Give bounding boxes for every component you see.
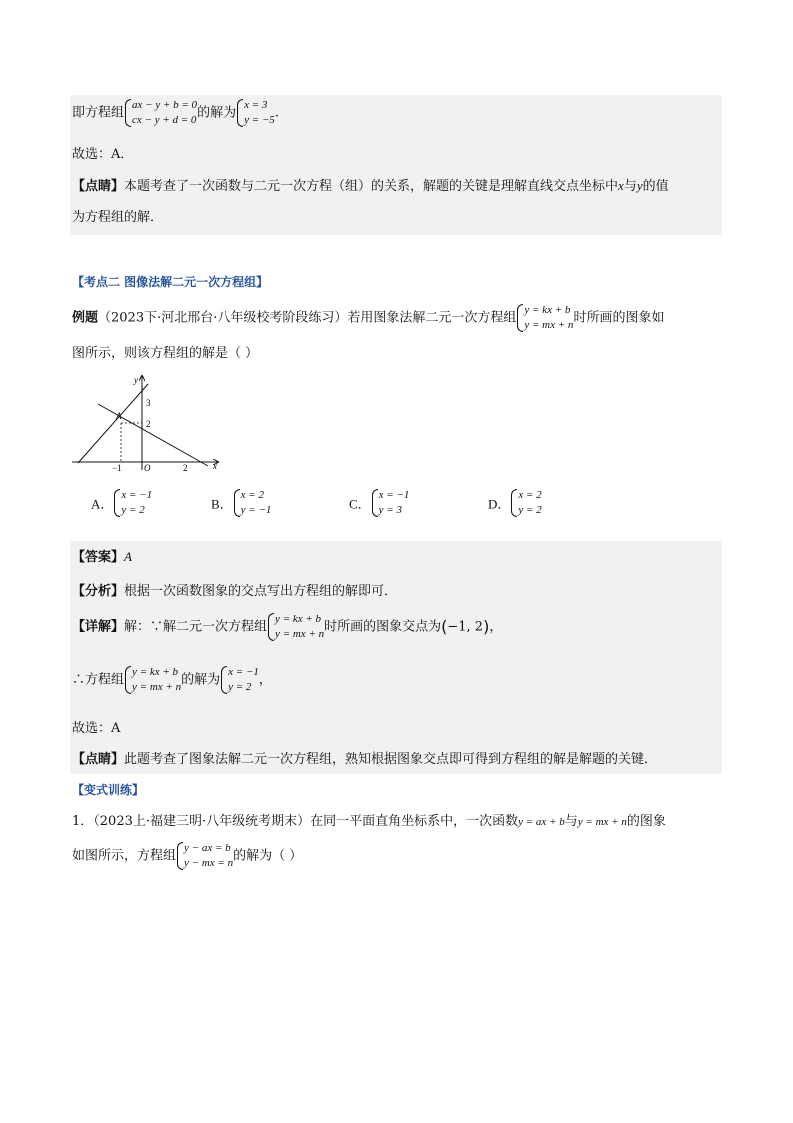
- example-line-2: 图所示，则该方程组的解是（ ）: [72, 346, 259, 361]
- comment-line-3: 【点睛】此题考查了图象法解二元一次方程组，熟知根据图象交点即可得到方程组的解是解题的关键．: [72, 752, 658, 767]
- question-1-line-2: 如图所示，方程组 y − ax = b y − mx = n 的解为（ ）: [72, 842, 303, 869]
- answer-line: 【答案】A: [72, 549, 132, 565]
- option-a[interactable]: A． x = −1 y = 2: [91, 489, 153, 516]
- line-kx-b: [78, 384, 148, 463]
- variant-title: 【变式训练】: [72, 783, 145, 797]
- tick-2-y: 2: [146, 419, 151, 429]
- example-line-1: 例题（2023下·河北邢台·八年级校考阶段练习）若用图象法解二元一次方程组 y = kx + b y = mx + n 时所画的图象如: [72, 304, 665, 331]
- option-b[interactable]: B． x = 2 y = −1: [211, 489, 272, 516]
- text: 即方程组: [72, 105, 125, 121]
- solution-line-system: 即方程组 ax − y + b = 0 cx − y + d = 0 的解为 x = 3 y = −5 .: [72, 99, 279, 126]
- analysis-line: 【分析】根据一次函数图象的交点写出方程组的解即可．: [72, 584, 398, 599]
- comment-line-2: 为方程组的解．: [72, 210, 164, 225]
- choice-line: 故选：A．: [72, 147, 134, 162]
- solution-block-2: [70, 541, 722, 774]
- line-mx-n: [98, 404, 208, 466]
- example-tag: 例题: [72, 310, 99, 326]
- x-axis-label: x: [213, 461, 217, 471]
- equation-system: ax − y + b = 0 cx − y + d = 0: [124, 98, 197, 128]
- text: 的解为: [197, 105, 237, 121]
- option-c[interactable]: C． x = −1 y = 3: [349, 489, 410, 516]
- equation-system: y = kx + b y = mx + n: [516, 303, 573, 333]
- tick-3: 3: [146, 398, 151, 408]
- solution-system: x = 3 y = −5: [236, 98, 275, 128]
- section-title: 【考点二 图像法解二元一次方程组】: [72, 275, 269, 289]
- origin-label: O: [144, 463, 151, 472]
- comment-tag: 【点睛】: [72, 179, 125, 194]
- tick-2-x: 2: [183, 463, 188, 472]
- question-1-line-1: 1．（2023上·福建三明·八年级统考期末）在同一平面直角坐标系中，一次函数y = ax + b与y = mx + n的图象: [72, 814, 666, 829]
- option-d[interactable]: D． x = 2 y = 2: [488, 489, 542, 516]
- comment-line-1: 【点睛】本题考查了一次函数与二元一次方程（组）的关系，解题的关键是理解直线交点坐标中x与y的值: [72, 178, 669, 194]
- choice-line-2: 故选：A: [72, 721, 121, 736]
- detail-line: 【详解】解：∵解二元一次方程组 y = kx + b y = mx + n 时所画的图象交点为(−1, 2)，: [72, 613, 503, 640]
- function-graph: [68, 372, 224, 472]
- tick-minus1: −1: [112, 463, 122, 472]
- y-axis-label: y: [134, 375, 138, 385]
- point-a-label: A: [116, 411, 122, 421]
- therefore-line: ∴方程组 y = kx + b y = mx + n 的解为 x = −1 y = 2 ，: [72, 666, 272, 693]
